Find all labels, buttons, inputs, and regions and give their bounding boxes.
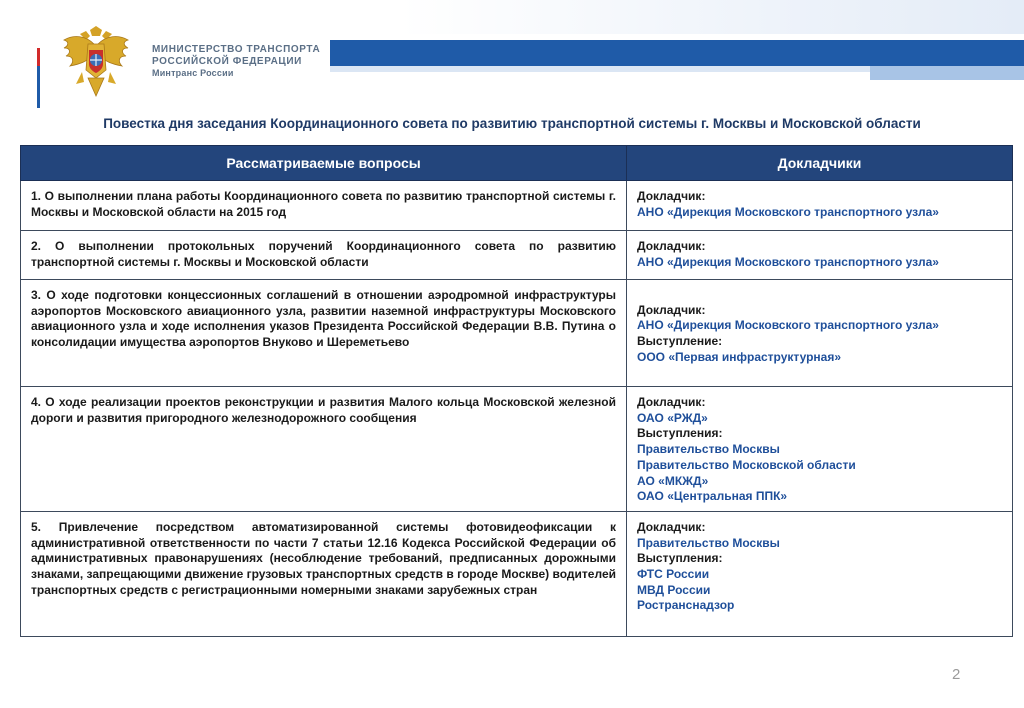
speakers-cell [627,181,1013,231]
question-cell: 4. О ходе реализации проектов реконструкции и развития Малого кольца Московской железной дороги и развития пригородного железнодорожного сообщения [21,387,627,512]
table-row [21,181,1013,231]
speaker-label: Докладчик: [637,189,706,203]
speaker-org: АНО «Дирекция Московского транспортного узла» [637,318,939,333]
speaker-label: Выступления: [637,426,723,441]
header-gradient [400,0,1024,34]
speaker-org: Правительство Москвы [637,442,780,457]
slide-header [0,0,1024,110]
speaker-label: Выступления: [637,551,723,566]
table-row [21,511,1013,636]
speaker-org: ООО «Первая инфраструктурная» [637,349,842,364]
page-number: 2 [952,666,961,683]
speaker-org: АНО «Дирекция Московского транспортного узла» [637,254,939,269]
speaker-label: Докладчик: [637,239,706,253]
speaker-org: ОАО «Центральная ППК» [637,489,788,504]
speakers-cell [627,511,1013,636]
table-row [21,280,1013,387]
header-blue-stripe [330,40,1024,66]
ministry-line-1: МИНИСТЕРСТВО ТРАНСПОРТА [152,44,321,55]
table-row [21,231,1013,280]
table-row [21,387,1013,512]
question-cell: 3. О ходе подготовки концессионных соглашений в отношении аэродромной инфраструктуры аэропортов Московского авиационного узла, развитии наземной инфраструктуры Московского авиационного узла и ходе исполнения указов Президента Российской Федерации В.В. Путина о консолидации имущества аэропортов Внуково и Шереметьево [21,280,627,387]
speaker-org: МВД России [637,582,711,597]
speakers-cell [627,280,1013,387]
flag-bar-red [37,48,40,66]
flag-bar-blue [37,66,40,108]
header-pale-stripe [870,66,1024,80]
speaker-org: ОАО «РЖД» [637,410,708,425]
question-cell: 1. О выполнении плана работы Координационного совета по развитию транспортной системы г. Москвы и Московской области на 2015 год [21,181,627,231]
speaker-label: Докладчик: [637,519,706,534]
ministry-line-3: Минтранс России [152,68,234,78]
speaker-org: АО «МКЖД» [637,473,709,488]
speaker-org: Правительство Московской области [637,457,856,472]
speaker-label: Выступление: [637,334,723,348]
speaker-org: Правительство Москвы [637,535,780,550]
speaker-label: Докладчик: [637,302,706,317]
page-title: Повестка дня заседания Координационного совета по развитию транспортной системы г. Москвы и Московской области [103,116,921,131]
header-light-stripe [330,66,870,72]
ministry-line-2: РОССИЙСКОЙ ФЕДЕРАЦИИ [152,56,302,67]
speaker-org: ФТС России [637,567,710,582]
speaker-label: Докладчик: [637,395,706,409]
table-header-row [21,146,1013,181]
speaker-org: Ространснадзор [637,598,735,613]
speakers-cell [627,387,1013,512]
agenda-table [20,145,1013,637]
speakers-cell [627,231,1013,280]
question-cell: 2. О выполнении протокольных поручений Координационного совета по развитию транспортной системы г. Москвы и Московской области [21,231,627,280]
russian-coat-of-arms-icon [60,26,132,100]
speaker-org: АНО «Дирекция Московского транспортного узла» [637,204,939,219]
ministry-name [152,44,320,79]
column-header-speakers: Докладчики [627,146,1013,181]
question-cell: 5. Привлечение посредством автоматизированной системы фотовидеофиксации к административной ответственности по части 7 статьи 12.16 Кодекса Российской Федерации об административных правонарушениях (несоблюдение требований, предписанных дорожными знаками, запрещающими движение грузовых транспортных средств в городе Москве) водителей транспортных средств с регистрационными номерными знаками зарубежных стран [21,511,627,636]
column-header-questions: Рассматриваемые вопросы [21,146,627,181]
